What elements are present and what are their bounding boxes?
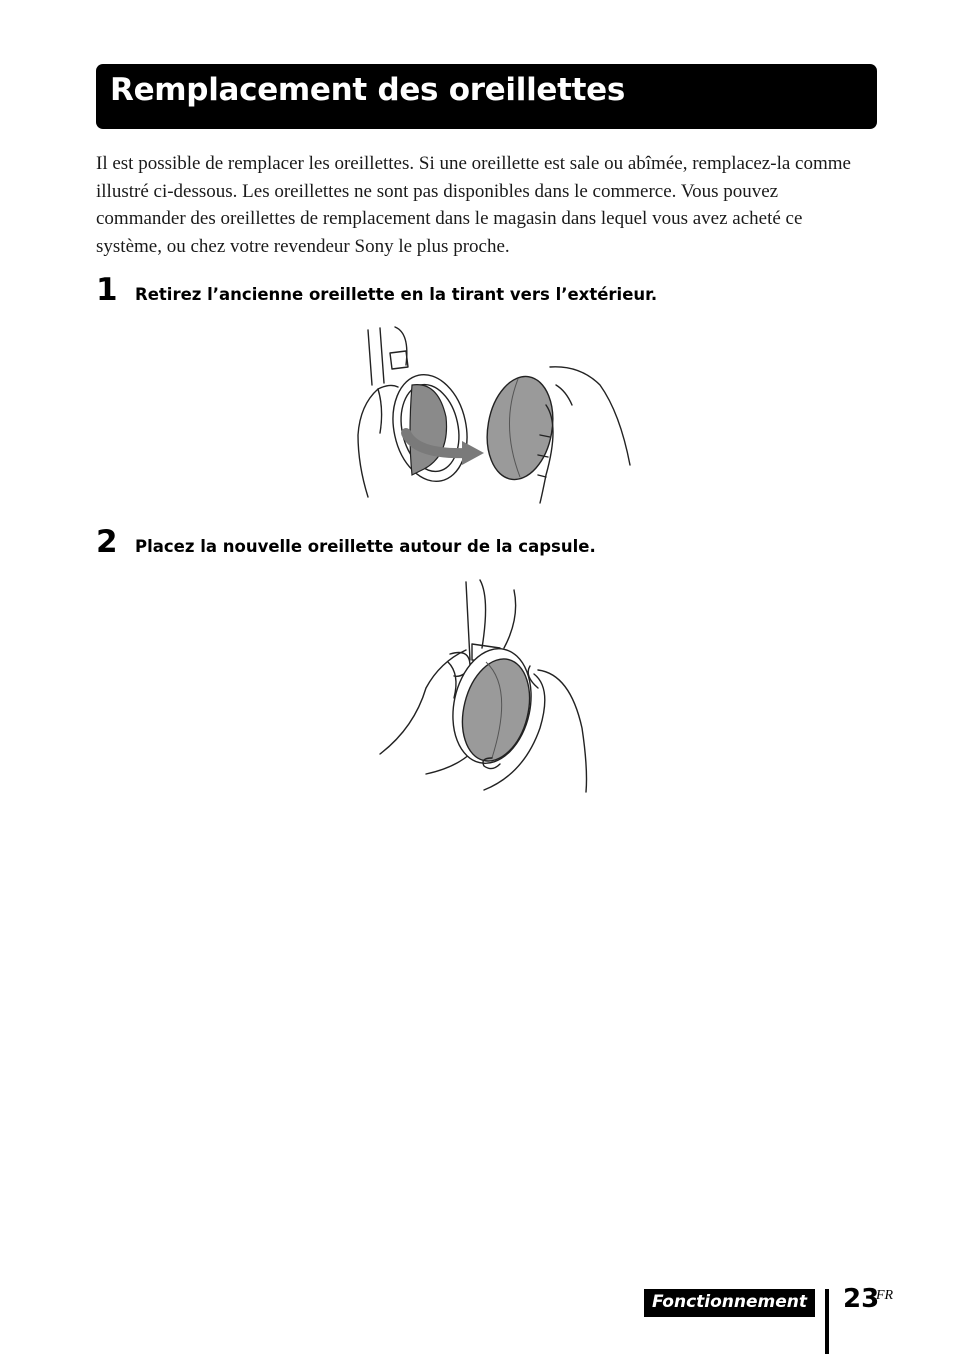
step-1-text: Retirez l’ancienne oreillette en la tirant vers l’extérieur. xyxy=(135,285,658,304)
footer-section-tab xyxy=(644,1289,815,1317)
intro-paragraph: Il est possible de remplacer les oreillettes. Si une oreillette est sale ou abîmée, remplacez-la comme illustré ci-dessous. Les oreillettes ne sont pas disponibles dans le commerce. Vous pouvez commander des oreillettes de remplacement dans le magasin dans lequel vous avez acheté ce système, ou chez votre revendeur Sony le plus proche. xyxy=(96,153,851,257)
arrow-head-icon xyxy=(462,441,484,465)
page-title: Remplacement des oreillettes xyxy=(110,72,626,108)
page-number: 23 xyxy=(843,1284,880,1314)
step-1-number: 1 xyxy=(96,272,118,308)
section-title-bar xyxy=(96,64,877,129)
page-language: FR xyxy=(876,1288,894,1303)
footer-section-label: Fonctionnement xyxy=(652,1292,807,1312)
step-2-text: Placez la nouvelle oreillette autour de la capsule. xyxy=(135,537,596,556)
step-2-number: 2 xyxy=(96,524,118,560)
headband-line xyxy=(368,330,372,385)
illustration-remove-earpad xyxy=(350,325,640,505)
footer-divider xyxy=(825,1289,829,1354)
illustration-place-earpad xyxy=(374,578,599,798)
headband-line xyxy=(466,582,470,660)
